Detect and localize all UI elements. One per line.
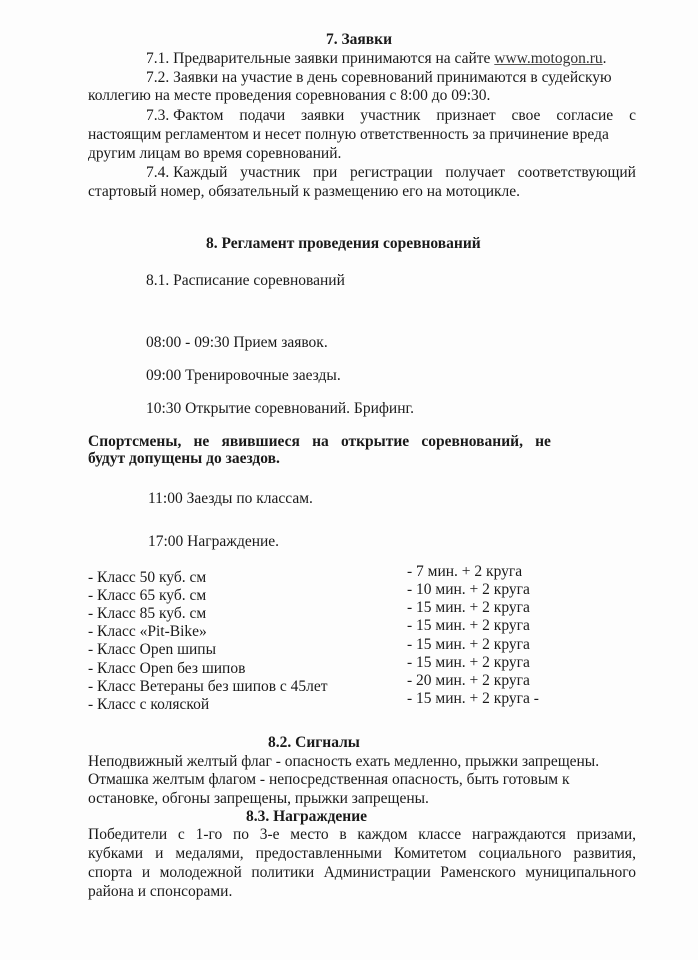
word: не xyxy=(193,433,210,450)
word: по xyxy=(232,826,249,843)
signals-line3: остановке, обгоны запрещены, прыжки запрещены. xyxy=(88,790,429,807)
paragraph-7-1-text: 7.1. Предварительные заявки принимаются на сайте xyxy=(146,50,495,67)
schedule-item: 09:00 Тренировочные заезды. xyxy=(146,367,341,384)
awards-line1 xyxy=(88,826,636,845)
word: с xyxy=(629,107,636,124)
class-name: - Класс Open шипы xyxy=(88,641,217,658)
word: Администрации xyxy=(323,864,431,881)
word: Раменского xyxy=(440,864,516,881)
class-name: - Класс 65 куб. см xyxy=(88,587,207,604)
word: награждаются xyxy=(471,826,566,843)
word: свое xyxy=(511,107,541,124)
class-name: - Класс Open без шипов xyxy=(88,660,246,677)
subsection-8-2-title: 8.2. Сигналы xyxy=(268,734,360,751)
word: регистрации xyxy=(350,164,433,181)
class-duration: - 15 мин. + 2 круга xyxy=(407,599,530,616)
word: Спортсмены, xyxy=(88,433,182,450)
paragraph-7-3-line3: другим лицам во время соревнований. xyxy=(88,145,342,162)
motogon-website-link[interactable]: www.motogon.ru xyxy=(494,50,603,67)
word: призами, xyxy=(576,826,636,843)
word: социального xyxy=(478,845,562,862)
section-7-title: 7. Заявки xyxy=(325,31,393,48)
schedule-item: 10:30 Открытие соревнований. Брифинг. xyxy=(146,400,414,417)
paragraph-7-1 xyxy=(146,50,607,69)
word: Комитетом xyxy=(394,845,467,862)
word: с xyxy=(177,826,185,843)
section-8-title: 8. Регламент проведения соревнований xyxy=(206,235,481,252)
class-duration: - 15 мин. + 2 круга xyxy=(407,636,530,653)
schedule-item: 11:00 Заезды по классам. xyxy=(148,490,313,507)
word: не xyxy=(535,433,551,450)
warning-line2: будут допущены до заездов. xyxy=(88,450,280,467)
word: и xyxy=(141,864,151,881)
schedule-item: 17:00 Награждение. xyxy=(148,533,280,550)
paragraph-7-2-line2: коллегию на месте проведения соревнования с 8:00 до 09:30. xyxy=(88,87,491,104)
word: заявки xyxy=(301,107,345,124)
word: и xyxy=(155,845,164,862)
word: при xyxy=(313,164,338,181)
paragraph-7-1-period: . xyxy=(602,50,607,67)
class-duration: - 10 мин. + 2 круга xyxy=(407,581,530,598)
word: явившиеся xyxy=(221,433,300,450)
word: развития, xyxy=(573,845,636,862)
word: согласие xyxy=(556,107,614,124)
awards-line2 xyxy=(88,845,636,864)
subsection-8-3-title: 8.3. Награждение xyxy=(246,808,368,825)
awards-line4: района и спонсорами. xyxy=(88,883,233,900)
word: участник xyxy=(240,164,301,181)
word: место xyxy=(290,826,329,843)
class-duration: - 15 мин. + 2 круга - xyxy=(407,690,539,707)
word: классе xyxy=(418,826,462,843)
word: признает xyxy=(436,107,496,124)
word: в xyxy=(339,826,347,843)
word: муниципального xyxy=(525,864,636,881)
word: спорта xyxy=(88,864,133,881)
word: на xyxy=(312,433,329,450)
class-name: - Класс 85 куб. см xyxy=(88,605,207,622)
paragraph-7-4-line1 xyxy=(146,164,636,183)
class-duration: - 7 мин. + 2 круга xyxy=(407,563,523,580)
paragraph-7-4-line2: стартовый номер, обязательный к размещению его на мотоцикле. xyxy=(88,183,521,200)
paragraph-7-2-line1: 7.2. Заявки на участие в день соревнований принимаются в судейскую xyxy=(146,69,612,86)
word: соответствующий xyxy=(517,164,636,181)
word: 1-го xyxy=(195,826,223,843)
paragraph-7-3-line2: настоящим регламентом и несет полную ответственность за причинение вреда xyxy=(88,126,609,143)
word: подачи xyxy=(239,107,286,124)
word: предоставленными xyxy=(255,845,382,862)
class-duration: - 15 мин. + 2 круга xyxy=(407,617,530,634)
awards-line3 xyxy=(88,864,636,883)
signals-line1: Неподвижный желтый флаг - опасность ехать медленно, прыжки запрещены. xyxy=(88,753,600,770)
class-name: - Класс с коляской xyxy=(88,696,210,713)
word: участник xyxy=(360,107,421,124)
word: 7.3. Фактом xyxy=(146,107,224,124)
word: медалями, xyxy=(175,845,244,862)
subsection-8-1-title: 8.1. Расписание соревнований xyxy=(146,272,345,289)
word: 7.4. Каждый xyxy=(146,164,228,181)
class-duration: - 15 мин. + 2 круга xyxy=(407,654,530,671)
class-name: - Класс Ветераны без шипов с 45лет xyxy=(88,678,328,695)
class-name: - Класс 50 куб. см xyxy=(88,569,207,586)
word: каждом xyxy=(357,826,408,843)
signals-line2: Отмашка желтым флагом - непосредственная опасность, быть готовым к xyxy=(88,771,570,788)
class-name: - Класс «Pit-Bike» xyxy=(88,623,207,640)
word: соревнований, xyxy=(421,433,523,450)
word: политики xyxy=(251,864,315,881)
word: кубками xyxy=(88,845,144,862)
paragraph-7-3-line1 xyxy=(146,107,636,126)
word: 3-е xyxy=(259,826,280,843)
schedule-item: 08:00 - 09:30 Прием заявок. xyxy=(146,334,328,351)
word: молодежной xyxy=(159,864,242,881)
warning-line1 xyxy=(88,433,551,452)
class-duration: - 20 мин. + 2 круга xyxy=(407,672,530,689)
word: Победители xyxy=(88,826,168,843)
word: открытие xyxy=(340,433,410,450)
word: получает xyxy=(445,164,505,181)
